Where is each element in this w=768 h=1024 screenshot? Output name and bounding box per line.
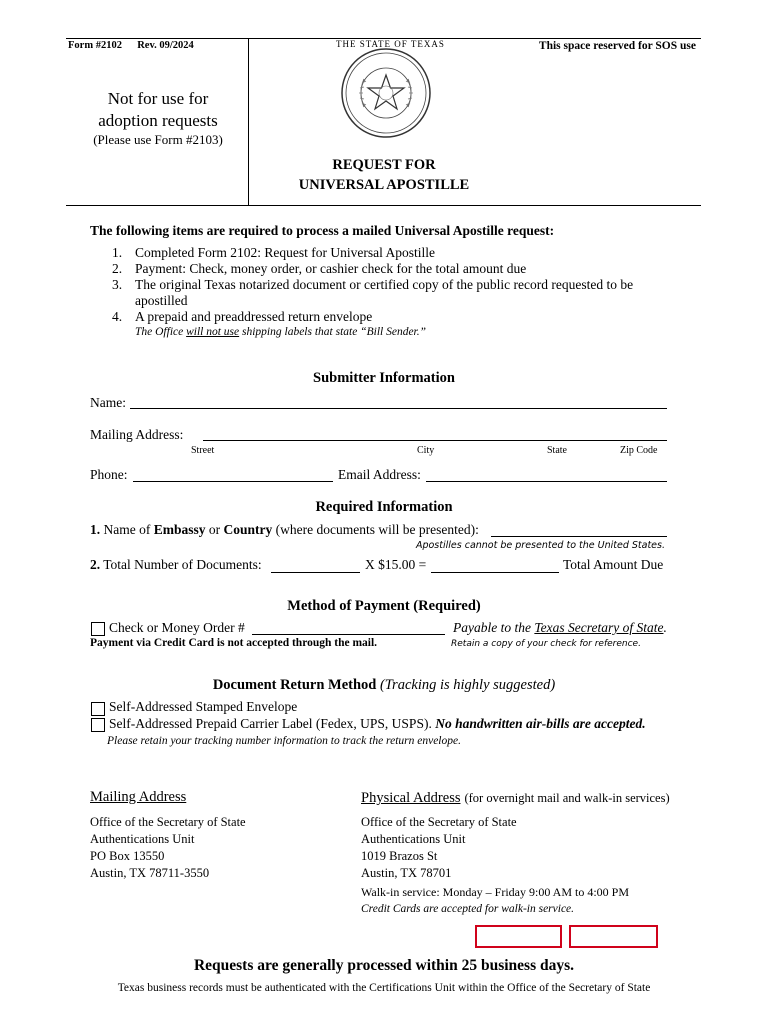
required-info-heading: Required Information [315, 499, 453, 515]
office-use-box-2[interactable] [569, 925, 658, 948]
office-use-box-1[interactable] [475, 925, 562, 948]
state-caption: State [547, 445, 567, 456]
address-line: PO Box 13550 [90, 849, 165, 863]
name-field[interactable] [130, 408, 667, 409]
total-amount-label: Total Amount Due [563, 557, 664, 572]
list-item: 4. A prepaid and preaddressed return envelope [112, 309, 373, 324]
embassy-country-label: 1. Name of Embassy or Country (where documents will be presented): [90, 522, 479, 537]
adoption-notice-sub: (Please use Form #2103) [93, 132, 223, 147]
physical-address-heading-row [361, 789, 670, 807]
fee-multiplier: X $15.00 = [365, 557, 427, 572]
physical-address-note: (for overnight mail and walk-in services) [464, 791, 670, 805]
retain-check-note: Retain a copy of your check for reference. [451, 639, 641, 649]
mailing-address-label: Mailing Address: [90, 427, 184, 442]
credit-card-mail-note: Payment via Credit Card is not accepted through the mail. [90, 637, 378, 649]
zip-caption: Zip Code [620, 445, 658, 456]
form-number: Form #2102 [68, 40, 122, 51]
stamped-envelope-label: Self-Addressed Stamped Envelope [109, 699, 298, 714]
list-item: 2. Payment: Check, money order, or cashier check for the total amount due [112, 261, 527, 276]
payable-to-note: Payable to the Texas Secretary of State. [453, 620, 667, 635]
address-line: 1019 Brazos St [361, 849, 438, 863]
email-field[interactable] [426, 481, 667, 482]
adoption-notice-line1: Not for use for [107, 89, 209, 108]
email-label: Email Address: [338, 467, 421, 482]
bill-sender-note: The Office will not use shipping labels that state “Bill Sender.” [135, 326, 427, 338]
phone-field[interactable] [133, 481, 333, 482]
requirements-intro: The following items are required to process a mailed Universal Apostille request: [90, 223, 555, 238]
address-line: Office of the Secretary of State [361, 815, 517, 829]
embassy-country-field[interactable] [491, 536, 667, 537]
form-title-line1: REQUEST FOR [332, 157, 436, 173]
mailing-address-heading: Mailing Address [90, 789, 187, 805]
stamped-envelope-checkbox[interactable] [91, 702, 105, 716]
address-line: Authentications Unit [90, 832, 195, 846]
texas-sos-link: Texas Secretary of State [534, 620, 664, 635]
document-count-field[interactable] [271, 572, 360, 573]
form-title-line2: UNIVERSAL APOSTILLE [298, 177, 470, 193]
address-line: Austin, TX 78711-3550 [90, 866, 210, 880]
business-records-note: Texas business records must be authenticated with the Certifications Unit within the Office of the Secretary of State [117, 982, 651, 994]
return-method-heading: Document Return Method (Tracking is highly suggested) [212, 677, 556, 693]
address-line: Austin, TX 78701 [361, 866, 452, 880]
seal-text: THE STATE OF TEXAS [336, 39, 445, 49]
check-number-field[interactable] [252, 634, 445, 635]
document-count-label: 2. Total Number of Documents: [90, 557, 262, 572]
total-amount-field[interactable] [431, 572, 559, 573]
sos-reserved-note: This space reserved for SOS use [538, 40, 696, 52]
list-item-continuation: apostilled [135, 293, 188, 308]
check-money-order-label: Check or Money Order # [109, 620, 245, 635]
submitter-heading: Submitter Information [313, 370, 455, 386]
street-caption: Street [191, 445, 215, 456]
payment-heading: Method of Payment (Required) [287, 598, 481, 614]
name-label: Name: [90, 395, 126, 410]
physical-address-heading: Physical Address [361, 790, 461, 806]
list-item: 1. Completed Form 2102: Request for Universal Apostille [112, 245, 435, 260]
mailing-address-field[interactable] [203, 440, 667, 441]
city-caption: City [417, 445, 435, 456]
credit-walk-in-note: Credit Cards are accepted for walk-in service. [361, 903, 575, 915]
carrier-label-label: Self-Addressed Prepaid Carrier Label (Fedex, UPS, USPS). No handwritten air-bills are accepted. [109, 716, 646, 731]
list-item: 3. The original Texas notarized document or certified copy of the public record requested to be [112, 277, 634, 292]
physical-address-block [361, 814, 517, 882]
address-line: Authentications Unit [361, 832, 466, 846]
tracking-note: Please retain your tracking number information to track the return envelope. [107, 735, 461, 747]
mailing-address-block [90, 814, 246, 882]
processing-time-note: Requests are generally processed within 25 business days. [193, 957, 575, 974]
carrier-label-checkbox[interactable] [91, 718, 105, 732]
form-revision: Rev. 09/2024 [137, 40, 194, 51]
walk-in-hours: Walk-in service: Monday – Friday 9:00 AM to 4:00 PM [361, 885, 630, 899]
check-money-order-checkbox[interactable] [91, 622, 105, 636]
adoption-notice-line2: adoption requests [98, 111, 218, 130]
phone-label: Phone: [90, 467, 128, 482]
address-line: Office of the Secretary of State [90, 815, 246, 829]
us-presentation-note: Apostilles cannot be presented to the United States. [415, 540, 665, 551]
texas-seal-icon [336, 39, 445, 139]
